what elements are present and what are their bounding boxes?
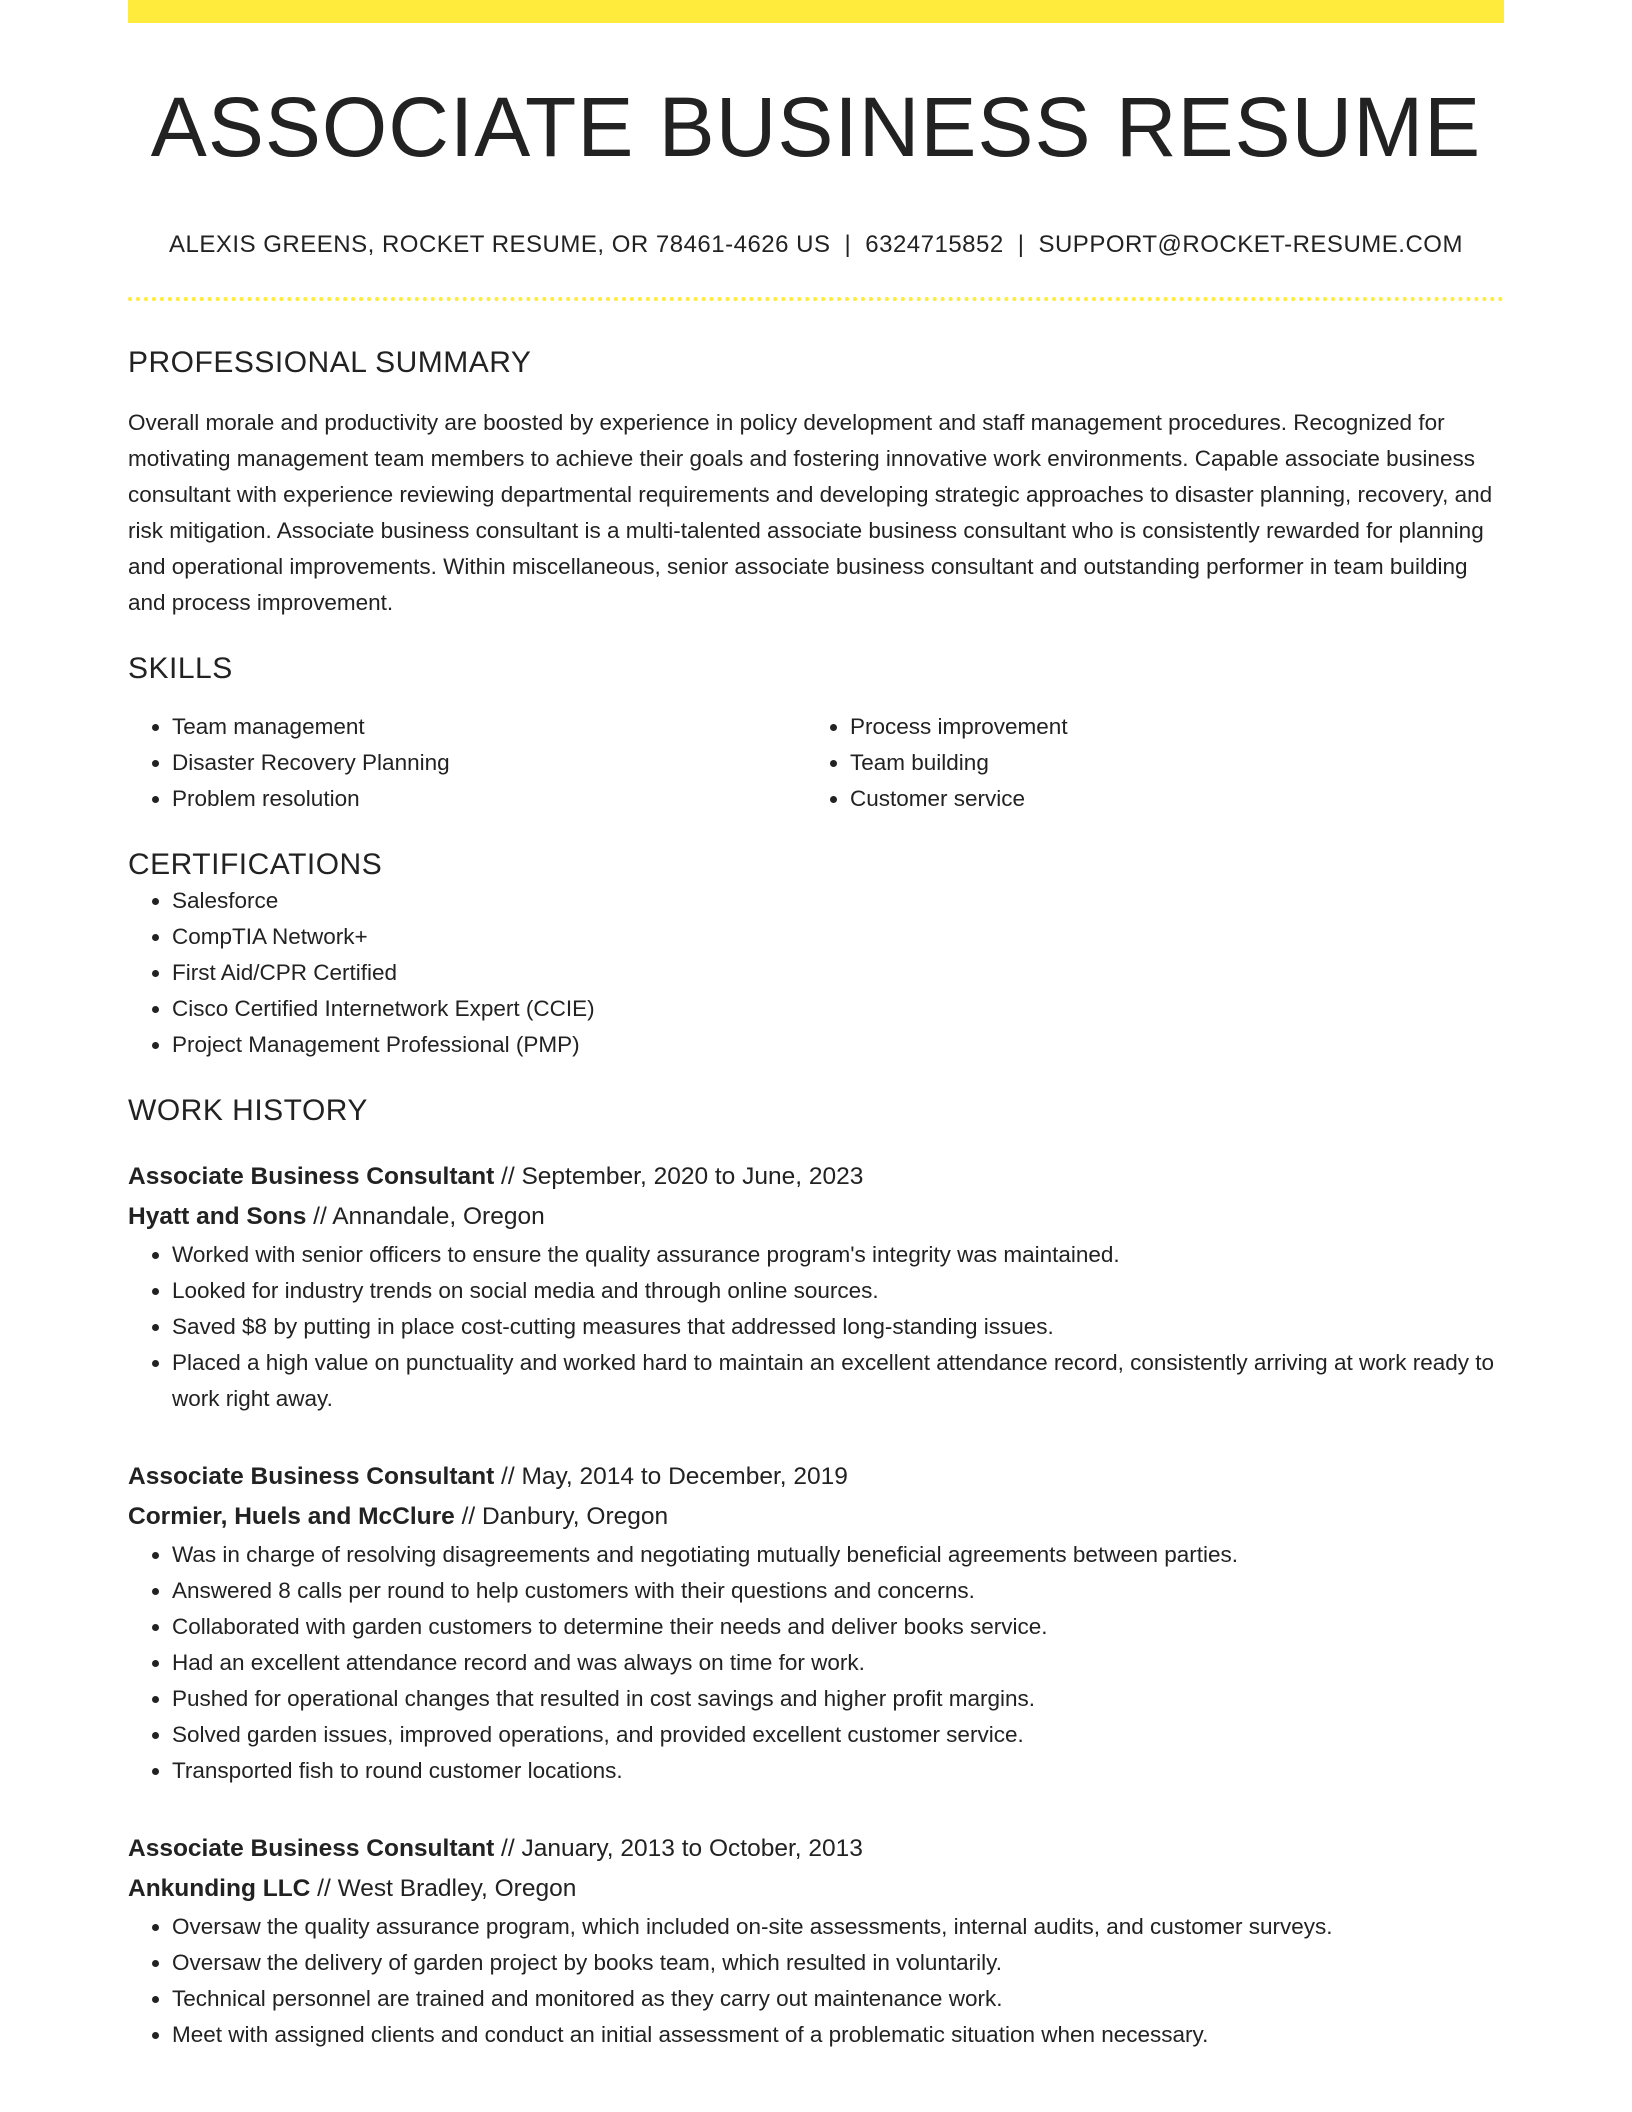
skill-item: • Disaster Recovery Planning	[172, 745, 806, 781]
skills-list-right	[806, 709, 1484, 817]
summary-text: Overall morale and productivity are boosted by experience in policy development and staff management procedures. Recognized for motivating management team members to achieve their goals and fostering innovative work environments. Capable associate business consultant with experience reviewing departmental requirements and developing strategic approaches to disaster planning, recovery, and risk mitigation. Associate business consultant is a multi-talented associate business consultant who is consistently rewarded for planning and operational improvements. Within miscellaneous, senior associate business consultant and outstanding performer in team building and process improvement.	[128, 410, 1493, 615]
skill-item: • Customer service	[850, 781, 1484, 817]
skill-item: • Team management	[172, 709, 806, 745]
job-bullet: • Transported fish to round customer locations.	[172, 1753, 1504, 1789]
job-dates: // May, 2014 to December, 2019	[494, 1463, 848, 1490]
certifications-heading: CERTIFICATIONS	[128, 848, 383, 881]
skills-heading: SKILLS	[128, 652, 233, 685]
skill-item: • Team building	[850, 745, 1484, 781]
job-location: // Annandale, Oregon	[306, 1203, 545, 1230]
job-bullet: • Oversaw the delivery of garden project by books team, which resulted in voluntarily.	[172, 1945, 1504, 1981]
job-bullet: • Had an excellent attendance record and was always on time for work.	[172, 1645, 1504, 1681]
contact-phone: 6324715852	[865, 231, 1004, 258]
job-bullet: • Answered 8 calls per round to help customers with their questions and concerns.	[172, 1573, 1504, 1609]
job-title-line	[128, 1457, 1504, 1497]
job-bullet: • Worked with senior officers to ensure the quality assurance program's integrity was maintained.	[172, 1237, 1504, 1273]
certification-item: • CompTIA Network+	[172, 919, 1504, 955]
job-bullet: • Oversaw the quality assurance program, which included on-site assessments, internal audits, and customer surveys.	[172, 1909, 1504, 1945]
job-bullet: • Was in charge of resolving disagreements and negotiating mutually beneficial agreements between parties.	[172, 1537, 1504, 1573]
job-bullet: • Technical personnel are trained and monitored as they carry out maintenance work.	[172, 1981, 1504, 2017]
job-bullets	[128, 1537, 1504, 1789]
certification-item: • Salesforce	[172, 883, 1504, 919]
job-dates: // January, 2013 to October, 2013	[494, 1835, 863, 1862]
job-bullet: • Meet with assigned clients and conduct an initial assessment of a problematic situation when necessary.	[172, 2017, 1504, 2053]
accent-top-bar	[128, 0, 1504, 23]
summary-heading: PROFESSIONAL SUMMARY	[128, 346, 532, 379]
job-company-line	[128, 1869, 1504, 1909]
job-title-line	[128, 1157, 1504, 1197]
skill-item: • Problem resolution	[172, 781, 806, 817]
job-entry	[128, 1829, 1504, 2053]
contact-line	[128, 231, 1504, 259]
job-bullet: • Placed a high value on punctuality and worked hard to maintain an excellent attendance record, consistently arriving at work ready to work right away.	[172, 1345, 1504, 1417]
job-location: // West Bradley, Oregon	[310, 1875, 577, 1902]
job-company-line	[128, 1197, 1504, 1237]
job-company: Ankunding LLC	[128, 1875, 311, 1902]
job-bullet: • Saved $8 by putting in place cost-cutting measures that addressed long-standing issues.	[172, 1309, 1504, 1345]
job-title: Associate Business Consultant	[128, 1463, 495, 1490]
certification-item: • Project Management Professional (PMP)	[172, 1027, 1504, 1063]
job-location: // Danbury, Oregon	[454, 1503, 669, 1530]
job-bullet: • Looked for industry trends on social media and through online sources.	[172, 1273, 1504, 1309]
contact-email[interactable]: SUPPORT@ROCKET-RESUME.COM	[1038, 231, 1463, 258]
job-bullet: • Collaborated with garden customers to determine their needs and deliver books service.	[172, 1609, 1504, 1645]
resume-title: ASSOCIATE BUSINESS RESUME	[150, 80, 1482, 174]
skill-item: • Process improvement	[850, 709, 1484, 745]
job-company-line	[128, 1497, 1504, 1537]
job-bullet: • Solved garden issues, improved operations, and provided excellent customer service.	[172, 1717, 1504, 1753]
certification-item: • Cisco Certified Internetwork Expert (CCIE)	[172, 991, 1504, 1027]
job-entry	[128, 1157, 1504, 1417]
job-company: Hyatt and Sons	[128, 1203, 307, 1230]
contact-address: ALEXIS GREENS, ROCKET RESUME, OR 78461-4626 US	[169, 231, 831, 258]
skills-list-left	[128, 709, 806, 817]
dotted-divider	[128, 297, 1504, 301]
contact-separator: |	[844, 231, 852, 258]
job-dates: // September, 2020 to June, 2023	[494, 1163, 864, 1190]
certification-item: • First Aid/CPR Certified	[172, 955, 1504, 991]
certifications-list	[128, 883, 1504, 1063]
job-bullet: • Pushed for operational changes that resulted in cost savings and higher profit margins.	[172, 1681, 1504, 1717]
job-company: Cormier, Huels and McClure	[128, 1503, 455, 1530]
contact-separator: |	[1017, 231, 1025, 258]
job-title-line	[128, 1829, 1504, 1869]
job-title: Associate Business Consultant	[128, 1163, 495, 1190]
job-entry	[128, 1457, 1504, 1789]
resume-page	[128, 0, 1504, 2053]
skills-grid	[128, 709, 1504, 817]
job-bullets	[128, 1909, 1504, 2053]
job-bullets	[128, 1237, 1504, 1417]
work-history-heading: WORK HISTORY	[128, 1094, 368, 1127]
job-title: Associate Business Consultant	[128, 1835, 495, 1862]
